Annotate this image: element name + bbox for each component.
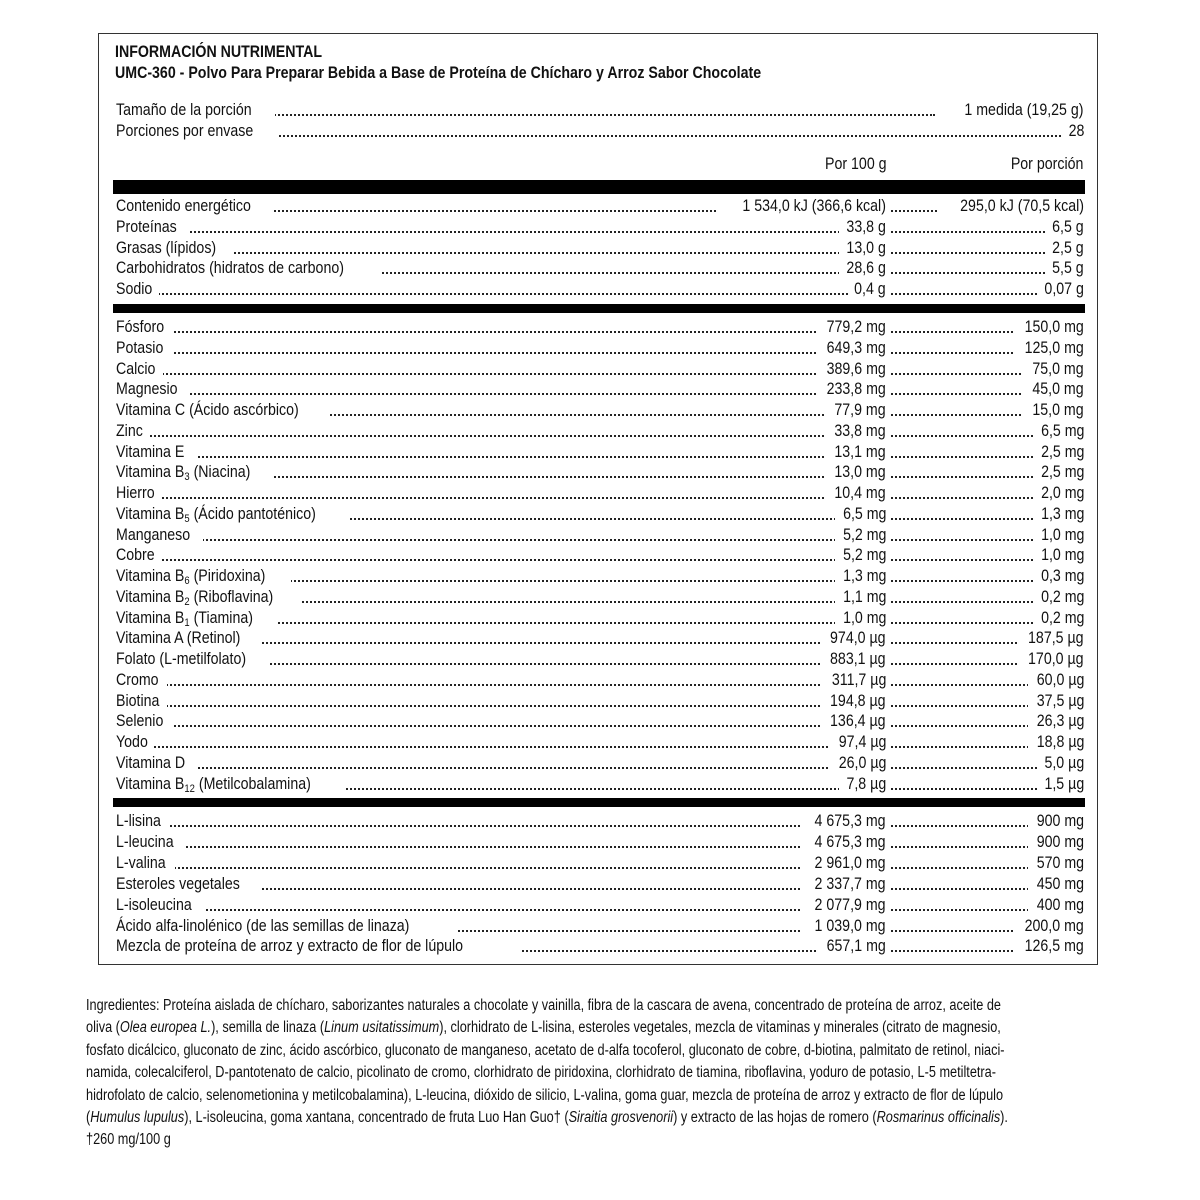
nutrient-name: Magnesio xyxy=(115,379,189,400)
value-per-serving: 0,2 mg xyxy=(1033,608,1085,629)
panel-title: INFORMACIÓN NUTRIMENTAL xyxy=(115,43,323,61)
nutrient-name: Cobre xyxy=(115,545,162,566)
value-per-100g: 2 961,0 mg xyxy=(802,853,887,874)
value-per-serving: 5,5 g xyxy=(1046,258,1085,279)
value-per-100g: 4 675,3 mg xyxy=(802,832,887,853)
nutrient-row xyxy=(115,462,1085,483)
nutrient-name: Vitamina $B_2$ (Riboflavina) xyxy=(115,587,300,608)
value-per-serving: 1,0 mg xyxy=(1033,545,1085,566)
value-per-serving: 0,07 g xyxy=(1037,279,1085,300)
value-per-100g: 1,3 mg xyxy=(835,566,887,587)
value-per-100g: 13,0 g xyxy=(839,238,887,259)
ingredients-line: Ingredientes: Proteína aislada de chícharo, saborizantes naturales a chocolate y vainilla, fibra de la cascara de avena, concentrado de proteína de arroz, aceite de xyxy=(86,997,1001,1014)
ingredients-line: (Humulus lupulus), L-isoleucina, goma xantana, concentrado de fruta Luo Han Guo† (Siraitia grosvenorii) y extracto de las hojas de romero (Rosmarinus officinalis). xyxy=(86,1109,1008,1127)
value-per-serving: 15,0 mg xyxy=(1023,400,1085,421)
nutrient-row xyxy=(115,691,1085,712)
nutrient-row xyxy=(115,670,1085,691)
value-per-serving: 5,0 µg xyxy=(1037,753,1085,774)
nutrient-row xyxy=(115,711,1085,732)
nutrient-name: L-valina xyxy=(115,853,175,874)
nutrient-name: Manganeso xyxy=(115,525,203,546)
nutrient-row xyxy=(115,217,1085,238)
nutrient-name: Vitamina $B_6$ (Piridoxina) xyxy=(115,566,291,587)
nutrient-name: Hierro xyxy=(115,483,162,504)
value-per-100g: 974,0 µg xyxy=(820,628,887,649)
value-per-serving: 0,3 mg xyxy=(1033,566,1085,587)
thick-divider xyxy=(113,180,1085,194)
ingredients-line: hidrofolato de calcio, selenometionina y metilcobalamina), L-leucina, dióxido de silicio, L-valina, goma guar, mezcla de proteína de arroz y extracto de flor de lúpulo xyxy=(86,1086,1004,1104)
value-per-100g: 311,7 µg xyxy=(822,670,887,691)
value-per-serving: 2,5 mg xyxy=(1033,442,1085,463)
value-per-serving: 75,0 mg xyxy=(1023,359,1085,380)
nutrient-row xyxy=(115,628,1085,649)
nutrient-row xyxy=(115,545,1085,566)
value-per-100g: 1 039,0 mg xyxy=(802,916,887,937)
nutrient-row xyxy=(115,400,1085,421)
nutrient-name: Mezcla de proteína de arroz y extracto de flor de lúpulo xyxy=(115,936,521,957)
nutrient-name: L-lisina xyxy=(115,811,169,832)
nutrient-row xyxy=(115,916,1085,937)
nutrient-row xyxy=(115,338,1085,359)
value-per-100g: 33,8 mg xyxy=(825,421,887,442)
nutrient-row xyxy=(115,483,1085,504)
nutrient-name: Fósforo xyxy=(115,317,173,338)
nutrient-row xyxy=(115,279,1085,300)
value-per-serving: 2,5 g xyxy=(1046,238,1085,259)
value-per-serving: 2,0 mg xyxy=(1033,483,1085,504)
nutrient-row xyxy=(115,504,1085,525)
nutrient-name: Folato (L-metilfolato) xyxy=(115,649,268,670)
nutrient-name: Vitamina C (Ácido ascórbico) xyxy=(115,400,329,421)
ingredients-line: †260 mg/100 g xyxy=(86,1131,171,1149)
nutrient-name: Carbohidratos (hidratos de carbono) xyxy=(115,258,382,279)
value-per-100g: 33,8 g xyxy=(839,217,887,238)
nutrient-row xyxy=(115,587,1085,608)
nutrient-row xyxy=(115,895,1085,916)
ingredients-line: fosfato dicálcico, gluconato de zinc, ácido ascórbico, gluconato de manganeso, acetato de d-alfa tocoferol, gluconato de cobre, d-biotina, palmitato de retinol, niaci- xyxy=(86,1041,1005,1059)
nutrient-name: Vitamina A (Retinol) xyxy=(115,628,262,649)
servings-per-container-label: Porciones por envase xyxy=(116,122,254,140)
ingredients-line: namida, colecalciferol, D-pantotenato de calcio, picolinato de cromo, clorhidrato de piridoxina, clorhidrato de tiamina, riboflavina, yoduro de potasio, L-5 metiltetra- xyxy=(86,1064,996,1082)
value-per-serving: 187,5 µg xyxy=(1018,628,1085,649)
value-per-100g: 0,4 g xyxy=(848,279,887,300)
nutrient-name: Proteínas xyxy=(115,217,188,238)
value-per-100g: 194,8 µg xyxy=(820,691,887,712)
value-per-serving: 18,8 µg xyxy=(1028,732,1085,753)
serving-size-value: 1 medida (19,25 g) xyxy=(964,101,1084,119)
servings-per-container-row xyxy=(115,121,1085,142)
nutrient-name: L-isoleucina xyxy=(115,895,205,916)
value-per-100g: 136,4 µg xyxy=(820,711,887,732)
nutrient-row xyxy=(115,874,1085,895)
nutrient-name: Cromo xyxy=(115,670,167,691)
servings-per-container-value: 28 xyxy=(1068,122,1084,140)
nutrient-row xyxy=(115,442,1085,463)
nutrient-row xyxy=(115,753,1085,774)
value-per-100g: 649,3 mg xyxy=(816,338,887,359)
value-per-serving: 125,0 mg xyxy=(1014,338,1085,359)
value-per-100g: 5,2 mg xyxy=(835,525,887,546)
value-per-100g: 1,1 mg xyxy=(835,587,887,608)
serving-size-label: Tamaño de la porción xyxy=(116,101,252,119)
value-per-100g: 26,0 µg xyxy=(830,753,887,774)
value-per-100g: 28,6 g xyxy=(839,258,887,279)
value-per-100g: 2 077,9 mg xyxy=(802,895,887,916)
value-per-serving: 126,5 mg xyxy=(1014,936,1085,957)
nutrient-row xyxy=(115,525,1085,546)
value-per-100g: 10,4 mg xyxy=(825,483,887,504)
nutrient-row xyxy=(115,608,1085,629)
column-header-per-serving: Por porción xyxy=(1010,155,1083,173)
value-per-serving: 60,0 µg xyxy=(1028,670,1085,691)
value-per-serving: 1,3 mg xyxy=(1033,504,1085,525)
value-per-100g: 779,2 mg xyxy=(816,317,887,338)
value-per-serving: 6,5 g xyxy=(1046,217,1085,238)
nutrient-row xyxy=(115,421,1085,442)
nutrient-name: Vitamina $B_3$ (Niacina) xyxy=(115,462,273,483)
value-per-serving: 1,0 mg xyxy=(1033,525,1085,546)
value-per-100g: 97,4 µg xyxy=(830,732,887,753)
value-per-100g: 6,5 mg xyxy=(835,504,887,525)
nutrient-name: Contenido energético xyxy=(115,196,274,217)
nutrient-row xyxy=(115,649,1085,670)
value-per-serving: 450 mg xyxy=(1028,874,1085,895)
nutrient-name: Ácido alfa-linolénico (de las semillas de linaza) xyxy=(115,916,458,937)
value-per-serving: 170,0 µg xyxy=(1018,649,1085,670)
nutrient-name: Vitamina D xyxy=(115,753,197,774)
value-per-serving: 45,0 mg xyxy=(1023,379,1085,400)
nutrient-name: Vitamina $B_{12}$ (Metilcobalamina) xyxy=(115,774,344,795)
value-per-100g: 2 337,7 mg xyxy=(802,874,887,895)
value-per-100g: 883,1 µg xyxy=(820,649,887,670)
nutrient-name: Vitamina $B_5$ (Ácido pantoténico) xyxy=(115,504,349,525)
nutrient-name: Zinc xyxy=(115,421,148,442)
nutrient-name: Potasio xyxy=(115,338,172,359)
value-per-serving: 295,0 kJ (70,5 kcal) xyxy=(939,196,1085,217)
thick-divider xyxy=(113,798,1085,807)
value-per-serving: 6,5 mg xyxy=(1033,421,1085,442)
value-per-serving: 1,5 µg xyxy=(1037,774,1085,795)
nutrient-name: L-leucina xyxy=(115,832,184,853)
value-per-serving: 900 mg xyxy=(1028,811,1085,832)
nutrient-name: Selenio xyxy=(115,711,172,732)
nutrient-name: Vitamina $B_1$ (Tiamina) xyxy=(115,608,276,629)
nutrient-row xyxy=(115,379,1085,400)
nutrient-row xyxy=(115,238,1085,259)
value-per-serving: 400 mg xyxy=(1028,895,1085,916)
column-header-per-100g: Por 100 g xyxy=(825,155,887,173)
value-per-100g: 77,9 mg xyxy=(825,400,887,421)
nutrient-row xyxy=(115,566,1085,587)
value-per-serving: 26,3 µg xyxy=(1028,711,1085,732)
value-per-100g: 1 534,0 kJ (366,6 kcal) xyxy=(718,196,887,217)
value-per-100g: 7,8 µg xyxy=(839,774,887,795)
value-per-100g: 1,0 mg xyxy=(835,608,887,629)
nutrient-name: Esteroles vegetales xyxy=(115,874,261,895)
value-per-100g: 657,1 mg xyxy=(816,936,887,957)
nutrient-row xyxy=(115,196,1085,217)
product-name: UMC-360 - Polvo Para Preparar Bebida a Base de Proteína de Chícharo y Arroz Sabor Chocolate xyxy=(115,64,762,82)
nutrient-row xyxy=(115,774,1085,795)
serving-size-row xyxy=(115,100,1085,121)
nutrition-facts-panel xyxy=(98,33,1098,965)
nutrient-row xyxy=(115,317,1085,338)
nutrient-row xyxy=(115,853,1085,874)
nutrient-row xyxy=(115,811,1085,832)
value-per-100g: 233,8 mg xyxy=(816,379,887,400)
value-per-serving: 200,0 mg xyxy=(1014,916,1085,937)
nutrient-row xyxy=(115,832,1085,853)
nutrient-row xyxy=(115,936,1085,957)
nutrient-row xyxy=(115,359,1085,380)
ingredients-line: oliva (Olea europea L.), semilla de linaza (Linum usitatissimum), clorhidrato de L-lisina, esteroles vegetales, mezcla de vitaminas y minerales (citrato de magnesio, xyxy=(86,1019,1001,1037)
nutrient-name: Sodio xyxy=(115,279,159,300)
nutrient-row xyxy=(115,732,1085,753)
value-per-100g: 4 675,3 mg xyxy=(802,811,887,832)
value-per-100g: 5,2 mg xyxy=(835,545,887,566)
value-per-100g: 13,0 mg xyxy=(825,462,887,483)
nutrient-name: Biotina xyxy=(115,691,167,712)
nutrient-name: Vitamina E xyxy=(115,442,197,463)
nutrient-name: Grasas (lípidos) xyxy=(115,238,233,259)
ingredients-paragraph xyxy=(86,995,1116,1152)
value-per-serving: 2,5 mg xyxy=(1033,462,1085,483)
value-per-serving: 0,2 mg xyxy=(1033,587,1085,608)
nutrient-name: Calcio xyxy=(115,359,163,380)
value-per-serving: 37,5 µg xyxy=(1028,691,1085,712)
value-per-serving: 570 mg xyxy=(1028,853,1085,874)
value-per-serving: 900 mg xyxy=(1028,832,1085,853)
value-per-100g: 13,1 mg xyxy=(825,442,887,463)
value-per-serving: 150,0 mg xyxy=(1014,317,1085,338)
thick-divider xyxy=(113,304,1085,313)
nutrient-name: Yodo xyxy=(115,732,154,753)
value-per-100g: 389,6 mg xyxy=(816,359,887,380)
nutrient-row xyxy=(115,258,1085,279)
